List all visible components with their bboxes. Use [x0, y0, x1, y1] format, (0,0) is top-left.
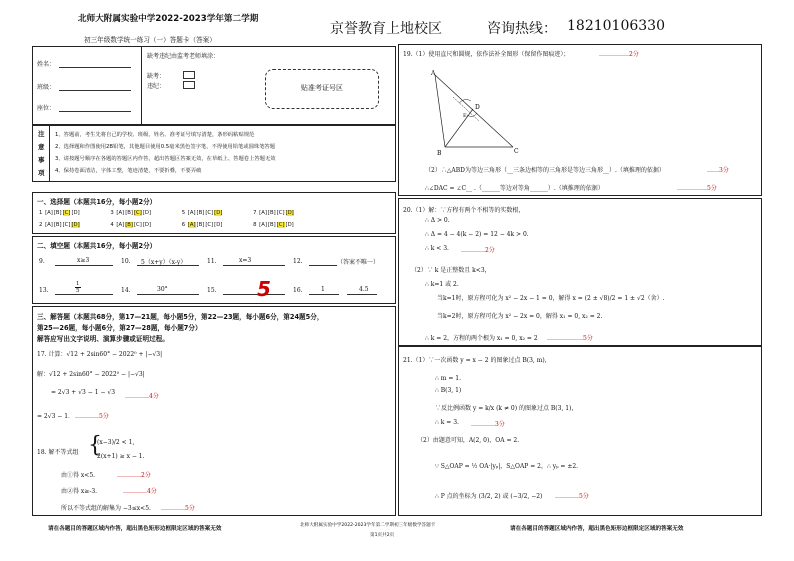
seat-field[interactable] — [59, 111, 131, 112]
choice-option-filled[interactable]: [B] — [125, 222, 133, 228]
choice-option[interactable]: [A] — [259, 222, 267, 228]
q21-line-2: ∴ B(3, 1) — [435, 387, 462, 394]
q12-answer-line — [309, 265, 337, 266]
q17-title: 17. 计算：√12 + 2sin60° − 2022⁰ + |−√3| — [37, 351, 163, 358]
q18-line-2: 由②得 x≥-3. — [61, 488, 98, 495]
school-title: 北师大附属实验中学2022-2023学年第二学期 — [78, 14, 259, 24]
choice-q-number: 3 — [110, 210, 114, 216]
choice-option[interactable]: [C] — [205, 210, 214, 216]
q19-score-1: ……………2分 — [599, 51, 639, 58]
q10-answer: 5（x+y）（x-y） — [141, 259, 187, 266]
choice-option[interactable]: [B] — [267, 222, 276, 228]
point-e-label: E — [463, 113, 467, 119]
q16-number: 16. — [293, 287, 303, 294]
violation-checkbox[interactable] — [183, 81, 195, 89]
q18-line-3: 所以不等式组的解集为 −3≤x<5. — [61, 505, 151, 512]
q19-title: 19.（1）使用直尺和圆规，依作法补全图形（保留作图痕迹）； — [403, 51, 570, 58]
footer-warning-left: 请在各题目的答题区域内作答，超出黑色矩形边框限定区域的答案无效 — [48, 526, 222, 532]
q17-line-1: 解：√12 + 2sin60° − 2022⁰ − |−√3| — [37, 371, 145, 378]
note-item-4: 4、保持卷面清洁，字体工整，笔迹清楚，不要折叠，不要弄破 — [55, 168, 202, 174]
fill-title: 二、填空题（本题共16分，每小题2分） — [37, 242, 157, 250]
q21-title: 21.（1）∵一次函数 y = x − 2 的图象过点 B(3, m)， — [403, 357, 551, 364]
q21-score-2: …………5分 — [555, 493, 589, 500]
q20-line-1: ∴ Δ > 0. — [425, 217, 450, 224]
choice-option[interactable]: [D] — [71, 210, 80, 216]
q13-number: 13. — [39, 287, 49, 294]
q19-score-2: ……3分 — [707, 167, 729, 174]
choice-q-number: 1 — [39, 210, 43, 216]
q16-answer-line-b — [347, 294, 377, 295]
q10-number: 10. — [121, 258, 131, 265]
q15-answer-line — [223, 294, 285, 295]
q20-line-5: ∴ k=1 或 2. — [425, 281, 459, 288]
notes-char-2: 意 — [38, 143, 45, 151]
q14-number: 14. — [121, 287, 131, 294]
segment-ab — [435, 75, 445, 147]
q21-section — [398, 346, 762, 516]
notes-char-1: 注 — [38, 130, 45, 138]
q18-score-1: …………2分 — [117, 472, 151, 479]
q16-answer-line-a — [309, 294, 339, 295]
q12-number: 12. — [293, 258, 303, 265]
choice-q-number: 5 — [181, 210, 186, 216]
choice-option-filled[interactable]: [A] — [187, 222, 196, 228]
q19-line-3: ∴∠DAC = ∠C__ .（______等边对等角______）.（填推理的依据） — [425, 185, 604, 192]
q11-answer: x=3 — [239, 257, 252, 264]
notes-char-4: 项 — [38, 169, 45, 177]
choice-option[interactable]: [A] — [45, 210, 53, 216]
q9-answer-line — [55, 265, 113, 266]
footer-page-number: 第1页共2页 — [370, 533, 395, 538]
q19-line-2: （2）∴△ABD为等边三角形（__三条边相等的三角形是等边三角形__）.（填推理的依据） — [425, 167, 665, 174]
q21-line-4: ∴ k = 3. — [435, 419, 459, 426]
choice-option[interactable]: [C] — [62, 222, 71, 228]
solution-title-3: 解答应写出文字说明、演算步骤或证明过程。 — [37, 335, 169, 343]
q13-numerator: 1 — [76, 281, 80, 287]
footer-warning-right: 请在各题目的答题区域内作答，超出黑色矩形边框限定区域的答案无效 — [510, 526, 684, 532]
q19-section — [398, 44, 762, 196]
absent-label: 缺考： — [147, 73, 166, 80]
q18-score-2: …………4分 — [123, 488, 157, 495]
choice-q-number: 7 — [253, 210, 257, 216]
sheet-subtitle: 初三年级数学统一练习（一）答题卡（答案） — [84, 36, 216, 44]
notes-char-3: 事 — [38, 156, 45, 164]
point-b-label: B — [437, 150, 442, 157]
choice-q-number: 6 — [181, 222, 186, 228]
name-label: 姓名： — [37, 61, 56, 68]
point-a-label: A — [431, 70, 436, 77]
q11-answer-line — [223, 265, 285, 266]
note-item-2: 2、选择题和作图使用2B铅笔，其他题目使用0.5毫米黑色签字笔，不得使用铅笔或圆珠笔答题 — [55, 144, 276, 150]
hotline-label: 咨询热线： — [487, 21, 557, 37]
q17-score-1: …………4分 — [125, 393, 159, 400]
brace-icon: { — [88, 433, 102, 458]
choice-option[interactable]: [B] — [196, 210, 205, 216]
segment-bd — [445, 109, 473, 147]
solution-section-left — [32, 306, 396, 516]
choice-option[interactable]: [B] — [125, 210, 133, 216]
q19-score-3: ……………5分 — [677, 185, 717, 192]
choice-option-filled[interactable]: [D] — [285, 210, 294, 216]
choice-q-number: 2 — [39, 222, 43, 228]
choice-option[interactable]: [D] — [142, 222, 152, 228]
choice-title: 一、选择题（本题共16分，每小题2分） — [37, 198, 157, 206]
choice-option-filled[interactable]: [C] — [276, 222, 285, 228]
q9-number: 9. — [39, 258, 45, 265]
choice-option[interactable]: [B] — [53, 222, 62, 228]
choice-option[interactable]: [C] — [276, 210, 285, 216]
q18-system-2: 2(x+1) ≥ x − 1. — [97, 453, 145, 460]
q18-title: 18. 解不等式组 — [37, 449, 79, 456]
fill-section — [32, 236, 396, 304]
q20-line-2: ∴ Δ = 4 − 4(k − 2) = 12 − 4k > 0. — [425, 231, 529, 238]
q20-title: 20.（1）解：∵方程有两个不相等的实数根， — [403, 207, 525, 214]
choice-option[interactable]: [A] — [116, 222, 125, 228]
choice-option[interactable]: [D] — [142, 210, 152, 216]
footer-center-title: 北师大附属实验中学2022-2023学年第二学期初三年级数学答题卡 — [300, 523, 436, 528]
seat-label: 座位： — [37, 105, 56, 112]
q14-answer: 30° — [157, 286, 168, 293]
q20-section — [398, 198, 762, 346]
q19-construction-diagram — [423, 67, 523, 157]
choice-q-number: 8 — [253, 222, 257, 228]
choice-option[interactable]: [A] — [45, 222, 53, 228]
choice-section — [32, 192, 396, 234]
q20-line-3: ∴ k < 3. — [425, 245, 449, 252]
name-field[interactable] — [59, 67, 131, 68]
choice-option-filled[interactable]: [D] — [71, 222, 80, 228]
q21-line-5: （2）由题意可知，A(2, 0)，OA = 2. — [417, 437, 520, 444]
q17-line-3: = 2√3 − 1． — [37, 413, 75, 420]
q13-answer-line — [55, 294, 113, 295]
choice-row-2 — [39, 222, 295, 228]
segment-ac — [435, 75, 513, 147]
q20-score-1: …………2分 — [461, 247, 495, 254]
solution-title-1: 三、解答题（本题共68分，第17—21题，每小题5分，第22—23题，每小题6分，第24题5分， — [37, 313, 324, 321]
solution-title-2: 第25—26题，每小题6分，第27—28题，每小题7分） — [37, 324, 202, 332]
proctor-note: 缺考违纪由监考老师填涂： — [147, 53, 220, 60]
hotline-number: 18210106330 — [567, 18, 665, 34]
choice-option[interactable]: [B] — [196, 222, 205, 228]
point-d-label: D — [475, 104, 480, 111]
choice-q-number: 4 — [110, 222, 114, 228]
choice-row-1 — [39, 210, 295, 216]
q20-line-8: ∴ k = 2，方程的两个根为 x₁ = 0, x₂ = 2 — [425, 335, 538, 342]
q21-line-6: ∵ S△OAP = ½ OA·|yₚ|，S△OAP = 2，∴ yₚ = ±2. — [435, 463, 579, 470]
point-c-label: C — [514, 148, 519, 155]
barcode-label: 贴准考证号区 — [301, 84, 343, 92]
absent-checkbox[interactable] — [183, 71, 195, 79]
q21-line-1: ∴ m = 1. — [435, 375, 461, 382]
choice-option-filled[interactable]: [C] — [62, 210, 71, 216]
q15-number: 15. — [207, 287, 217, 294]
q18-system-1: (x−3)/2 < 1, — [97, 439, 135, 446]
q16-answer-a: 1 — [321, 286, 325, 293]
notes-side — [33, 125, 50, 181]
q9-answer: x≥3 — [77, 257, 90, 264]
q13-answer — [75, 281, 81, 294]
q21-line-3: ∵反比例函数 y = k/x (k ≠ 0) 的图象过点 B(3, 1)， — [435, 405, 578, 412]
q13-denominator: 5 — [76, 288, 80, 294]
choice-option[interactable]: [C] — [133, 222, 142, 228]
choice-option[interactable]: [B] — [53, 210, 62, 216]
q20-line-6: 当k=1时，原方程可化为 x² − 2x − 1 = 0，解得 x = (2 ± √8)/2 = 1 ± √2（舍）. — [437, 295, 665, 302]
barcode-area — [265, 69, 379, 109]
choice-option[interactable]: [D] — [214, 222, 223, 228]
q17-line-2: = 2√3 + √3 − 1 − √3 — [51, 389, 116, 396]
q18-line-1: 由①得 x<5. — [61, 472, 96, 479]
q20-score-2: ………………5分 — [547, 335, 593, 342]
q11-number: 11. — [207, 258, 217, 265]
choice-option[interactable]: [A] — [116, 210, 125, 216]
q16-answer-b: 4.5 — [359, 286, 369, 293]
brand-text: 京誉教育上地校区 — [330, 21, 442, 37]
q14-answer-line — [137, 294, 199, 295]
choice-option[interactable]: [C] — [205, 222, 214, 228]
notes-box — [32, 124, 396, 182]
note-item-1: 1、答题前，考生先将自己的学校、班级、姓名、准考证号填写清楚，条形码粘贴规范 — [55, 132, 255, 138]
q21-line-7: ∴ P 点的坐标为 (3/2, 2) 或 (−3/2, −2) — [435, 493, 543, 500]
q18-score-3: …………5分 — [161, 505, 195, 512]
choice-option-filled[interactable]: [D] — [214, 210, 223, 216]
class-field[interactable] — [59, 90, 131, 91]
q21-score-1: …………3分 — [471, 421, 505, 428]
q20-line-7: 当k=2时，原方程可化为 x² − 2x = 0，解得 x₁ = 0, x₂ = 2. — [437, 313, 603, 320]
note-item-3: 3、请按题号顺序在各题的答题区内作答，超出答题区答案无效，在草纸上、答题卷上答题无效 — [55, 156, 276, 162]
q12-answer: （答案不唯一） — [337, 259, 380, 266]
q15-answer: 5 — [257, 277, 271, 301]
info-divider — [141, 47, 142, 125]
q17-score-2: …………5分 — [75, 413, 109, 420]
choice-option[interactable]: [D] — [285, 222, 294, 228]
q20-line-4: （2）∵ k 是正整数且 k<3， — [411, 267, 491, 274]
class-label: 班级： — [37, 84, 56, 91]
choice-option-filled[interactable]: [C] — [133, 210, 142, 216]
choice-option[interactable]: [A] — [259, 210, 267, 216]
choice-option[interactable]: [A] — [187, 210, 196, 216]
violation-label: 违纪： — [147, 83, 166, 90]
student-info-box — [32, 46, 396, 126]
choice-option[interactable]: [B] — [267, 210, 276, 216]
